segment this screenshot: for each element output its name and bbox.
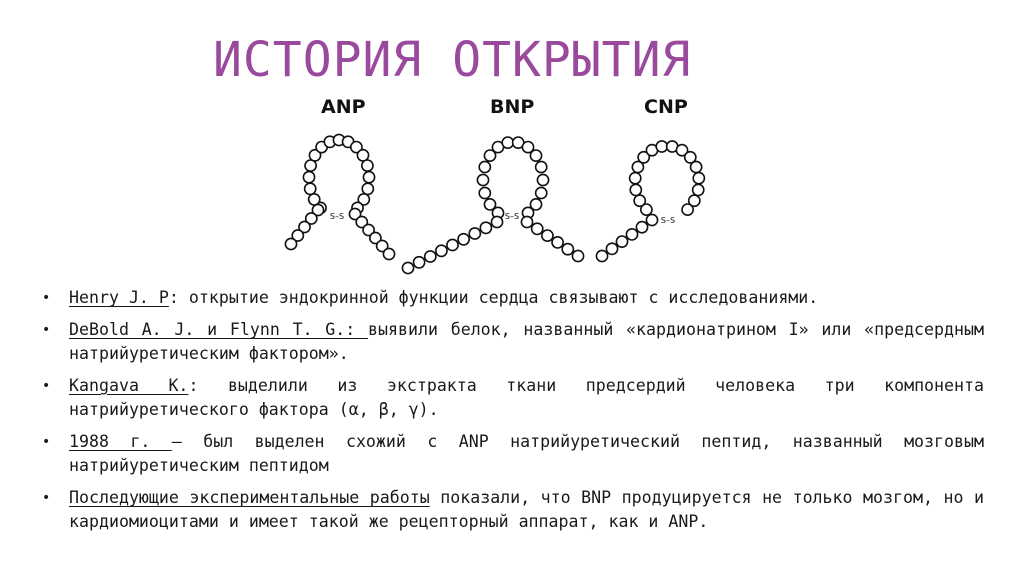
bullet-marker: • <box>42 434 51 450</box>
disulfide-bond-label: S–S <box>660 216 676 225</box>
cnp-amino-acid-bead <box>634 195 645 206</box>
cnp-amino-acid-bead <box>636 222 647 233</box>
bnp-amino-acid-bead <box>542 230 553 241</box>
cnp-amino-acid-bead <box>646 214 657 225</box>
anp-amino-acid-bead <box>383 248 394 259</box>
bullet-lead: Kangava K. <box>69 376 189 395</box>
bnp-amino-acid-bead <box>447 239 458 250</box>
bnp-amino-acid-bead <box>484 199 495 210</box>
bullet-lead: Последующие экспериментальные работы <box>69 488 430 507</box>
bnp-amino-acid-bead <box>536 187 547 198</box>
disulfide-bond-label: S–S <box>504 212 520 221</box>
anp-amino-acid-bead <box>285 238 296 249</box>
bullet-marker: • <box>42 290 51 306</box>
disulfide-bond-label: S–S <box>329 212 345 221</box>
cnp-amino-acid-bead <box>656 141 667 152</box>
bullet-kangava <box>42 374 984 422</box>
cnp-amino-acid-bead <box>630 173 641 184</box>
anp-amino-acid-bead <box>303 172 314 183</box>
anp-amino-acid-bead <box>362 160 373 171</box>
bnp-amino-acid-bead <box>572 250 583 261</box>
anp-amino-acid-bead <box>305 183 316 194</box>
bullet-text: : открытие эндокринной функции сердца связывают с исследованиями. <box>168 288 819 307</box>
bullet-1988 <box>42 430 984 478</box>
bnp-amino-acid-bead <box>491 216 502 227</box>
bullet-debold <box>42 318 984 366</box>
bnp-amino-acid-bead <box>402 262 413 273</box>
bullet-text: – был выделен схожий с ANP натрийуретический пептид, названный мозговым натрийуретическим пептидом <box>69 432 984 475</box>
cnp-amino-acid-bead <box>596 250 607 261</box>
bullet-marker: • <box>42 322 51 338</box>
anp-amino-acid-bead <box>363 172 374 183</box>
bnp-amino-acid-bead <box>414 257 425 268</box>
bnp-amino-acid-bead <box>479 161 490 172</box>
bullet-henry <box>42 286 984 310</box>
cnp-amino-acid-bead <box>693 184 704 195</box>
bnp-amino-acid-bead <box>480 222 491 233</box>
bnp-amino-acid-bead <box>469 228 480 239</box>
cnp-amino-acid-bead <box>626 229 637 240</box>
anp-amino-acid-bead <box>309 194 320 205</box>
bullet-text: выявили белок, названный «кардионатрином I» или «предсердным натрийуретическим фактором». <box>69 320 984 363</box>
bnp-amino-acid-bead <box>479 187 490 198</box>
bnp-amino-acid-bead <box>552 237 563 248</box>
anp-label: ANP <box>321 96 366 118</box>
bullet-text: : выделили из экстракта ткани предсердий человека три компонента натрийуретического фактора (α, β, γ). <box>69 376 984 419</box>
bullet-further-work <box>42 486 984 534</box>
bnp-label: BNP <box>490 96 535 118</box>
bullet-lead: 1988 г. <box>69 432 172 451</box>
bnp-amino-acid-bead <box>502 137 513 148</box>
cnp-amino-acid-bead <box>606 243 617 254</box>
bullet-marker: • <box>42 490 51 506</box>
cnp-label: CNP <box>644 96 688 118</box>
bnp-amino-acid-bead <box>458 234 469 245</box>
cnp-amino-acid-bead <box>682 204 693 215</box>
bnp-amino-acid-bead <box>425 251 436 262</box>
cnp-amino-acid-bead <box>691 161 702 172</box>
bnp-amino-acid-bead <box>530 150 541 161</box>
bnp-amino-acid-bead <box>537 174 548 185</box>
cnp-amino-acid-bead <box>630 184 641 195</box>
bnp-amino-acid-bead <box>532 223 543 234</box>
bullet-marker: • <box>42 378 51 394</box>
cnp-amino-acid-bead <box>616 236 627 247</box>
anp-amino-acid-bead <box>362 183 373 194</box>
bnp-amino-acid-bead <box>477 174 488 185</box>
slide-title: ИСТОРИЯ ОТКРЫТИЯ <box>213 32 692 88</box>
bullet-list <box>42 286 984 542</box>
cnp-amino-acid-bead <box>693 173 704 184</box>
bullet-lead: Henry J. P <box>69 288 169 307</box>
bullet-text: показали, что BNP продуцируется не только мозгом, но и кардиомиоцитами и имеет такой же рецепторный аппарат, как и ANP. <box>69 488 984 531</box>
bnp-amino-acid-bead <box>436 245 447 256</box>
bnp-amino-acid-bead <box>521 216 532 227</box>
bnp-amino-acid-bead <box>536 161 547 172</box>
bullet-lead: DeBold A. J. и Flynn T. G.: <box>69 320 369 339</box>
bnp-amino-acid-bead <box>562 244 573 255</box>
